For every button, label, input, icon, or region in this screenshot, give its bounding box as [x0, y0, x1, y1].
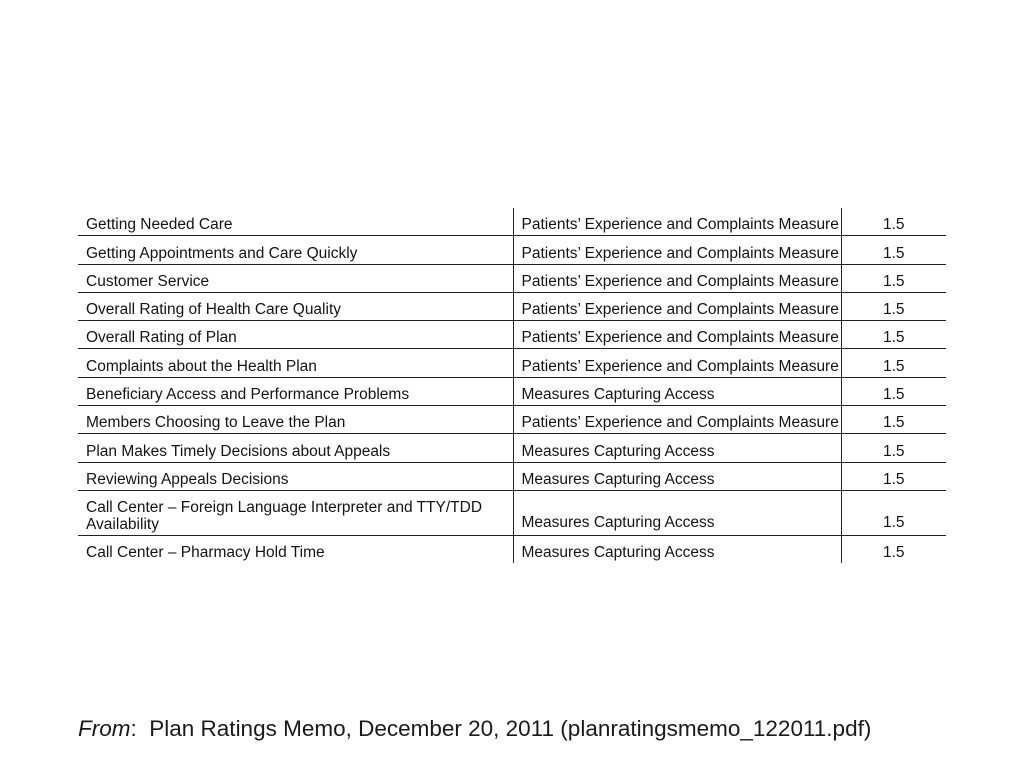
table-row: [78, 264, 946, 292]
measure-name: Customer Service: [78, 264, 513, 292]
measure-name: Complaints about the Health Plan: [78, 349, 513, 377]
measure-name: Members Choosing to Leave the Plan: [78, 406, 513, 434]
table-row: [78, 349, 946, 377]
table-row: [78, 208, 946, 236]
measure-name: Getting Appointments and Care Quickly: [78, 236, 513, 264]
source-separator: :: [130, 716, 150, 741]
table-row: [78, 535, 946, 563]
measure-weight: 1.5: [841, 434, 946, 462]
measure-weight: 1.5: [841, 462, 946, 490]
source-text: Plan Ratings Memo, December 20, 2011 (planratingsmemo_122011.pdf): [149, 716, 872, 741]
measure-name: Beneficiary Access and Performance Problems: [78, 377, 513, 405]
measure-weight: 1.5: [841, 236, 946, 264]
table-row: [78, 406, 946, 434]
measure-category: Patients’ Experience and Complaints Measure: [513, 264, 841, 292]
measure-weight: 1.5: [841, 377, 946, 405]
source-citation: [78, 716, 871, 742]
measure-name: Overall Rating of Plan: [78, 321, 513, 349]
measure-category: Measures Capturing Access: [513, 535, 841, 563]
measure-category: Patients’ Experience and Complaints Measure: [513, 208, 841, 236]
measure-category: Patients’ Experience and Complaints Measure: [513, 406, 841, 434]
measure-weight: 1.5: [841, 264, 946, 292]
measure-weight: 1.5: [841, 321, 946, 349]
measure-category: Patients’ Experience and Complaints Measure: [513, 236, 841, 264]
measure-name: Reviewing Appeals Decisions: [78, 462, 513, 490]
measures-table: [78, 208, 946, 563]
measure-name: Call Center – Foreign Language Interpreter and TTY/TDD Availability: [78, 490, 513, 535]
table-row: [78, 377, 946, 405]
measure-weight: 1.5: [841, 292, 946, 320]
measure-weight: 1.5: [841, 208, 946, 236]
measure-category: Patients’ Experience and Complaints Measure: [513, 349, 841, 377]
measure-name: Call Center – Pharmacy Hold Time: [86, 544, 325, 562]
measure-weight: 1.5: [841, 406, 946, 434]
table-row: [78, 236, 946, 264]
measure-category: Measures Capturing Access: [513, 377, 841, 405]
table-row: [78, 490, 946, 535]
measure-category: Measures Capturing Access: [513, 462, 841, 490]
table-row: [78, 434, 946, 462]
measure-category: Measures Capturing Access: [513, 434, 841, 462]
source-prefix: From: [78, 716, 131, 741]
measure-name: Overall Rating of Health Care Quality: [78, 292, 513, 320]
measure-weight: 1.5: [841, 490, 946, 535]
table-row: [78, 321, 946, 349]
measure-category: Patients’ Experience and Complaints Measure: [513, 292, 841, 320]
table-row: [78, 292, 946, 320]
table-row: [78, 462, 946, 490]
measure-category: Patients’ Experience and Complaints Measure: [513, 321, 841, 349]
measure-category: Measures Capturing Access: [513, 490, 841, 535]
measure-name: Plan Makes Timely Decisions about Appeals: [78, 434, 513, 462]
measure-weight: 1.5: [841, 349, 946, 377]
measure-name: Getting Needed Care: [78, 208, 513, 236]
measure-weight: 1.5: [841, 535, 946, 563]
